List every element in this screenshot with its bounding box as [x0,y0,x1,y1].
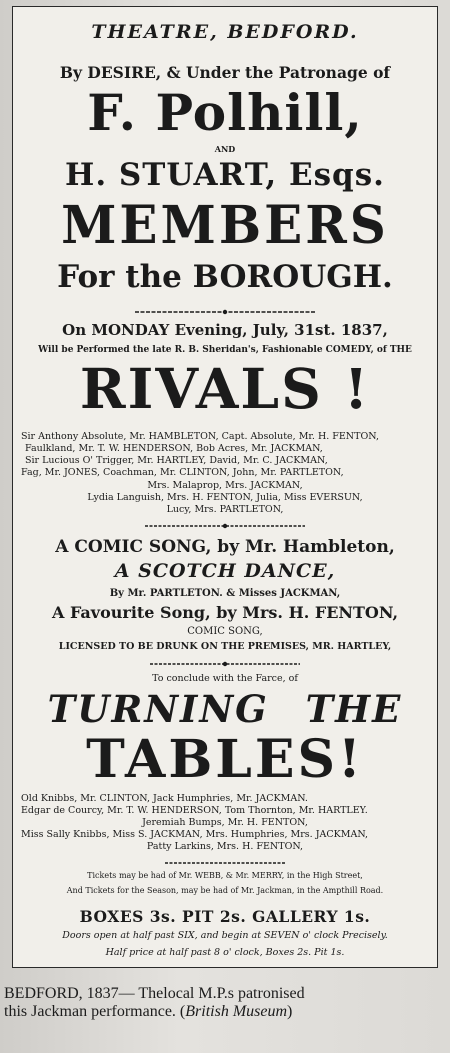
caption-source: British Museum [185,1003,288,1020]
favourite-song-line: A Favourite Song, by Mrs. H. FENTON, [51,603,399,622]
ornamental-divider [150,661,300,667]
dance-by-line: By Mr. PARTLETON. & Misses JACKMAN, [109,588,341,599]
conclude-line: To conclude with the Farce, of [152,673,298,684]
tickets-line-1: Tickets may be had of Mr. WEBB, & Mr. MERRY, in the High Street, [87,871,363,880]
licensed-line: LICENSED TO BE DRUNK ON THE PREMISES, MR. HARTLEY, [58,641,392,652]
caption-close: ) [287,1003,293,1020]
comic-song-small: COMIC SONG, [187,626,263,637]
half-price-line: Half price at half past 8 o' clock, Boxes 2s. Pit 1s. [105,947,345,958]
scotch-dance-line: A SCOTCH DANCE, [114,560,336,582]
cast-line: Jeremiah Bumps, Mr. H. FENTON, [142,817,308,828]
caption-line-2 [4,1003,450,1021]
theatre-heading: THEATRE, BEDFORD. [91,21,359,43]
farce-title-2: TABLES! [86,729,364,790]
caption-text: this Jackman performance. ( [4,1003,186,1020]
ornamental-divider [165,860,285,866]
cast-line: Old Knibbs, Mr. CLINTON, Jack Humphries, Mr. JACKMAN. [21,793,308,804]
cast-line: Sir Anthony Absolute, Mr. HAMBLETON, Capt. Absolute, Mr. H. FENTON, [21,431,379,442]
tickets-line-2: And Tickets for the Season, may be had of Mr. Jackman, in the Ampthill Road. [66,886,384,895]
caption-line-1: BEDFORD, 1837— Thelocal M.P.s patronised [4,985,305,1002]
cast-line: Edgar de Courcy, Mr. T. W. HENDERSON, Tom Thornton, Mr. HARTLEY. [21,805,368,816]
cast-line: Patty Larkins, Mrs. H. FENTON, [146,841,304,852]
cast-line: Faulkland, Mr. T. W. HENDERSON, Bob Acres, Mr. JACKMAN, [25,443,323,454]
cast-line: Mrs. Malaprop, Mrs. JACKMAN, [147,480,303,491]
farce-title-1: TURNING THE [47,687,403,731]
ornamental-divider [145,523,305,529]
playbill-poster [12,6,438,968]
comic-song-line: A COMIC SONG, by Mr. Hambleton, [55,537,395,557]
play-title: RIVALS ! [79,356,371,421]
cast-line: Miss Sally Knibbs, Miss S. JACKMAN, Mrs. Humphries, Mrs. JACKMAN, [21,829,369,840]
performance-date: On MONDAY Evening, July, 31st. 1837, [62,321,388,339]
figure-caption [4,985,450,1021]
cast-line: Lucy, Mrs. PARTLETON, [166,504,284,515]
doors-line: Doors open at half past SIX, and begin at SEVEN o' clock Precisely. [62,930,388,941]
ornamental-divider [135,309,315,315]
cast-line: Sir Lucious O' Trigger, Mr. HARTLEY, David, Mr. C. JACKMAN, [25,455,328,466]
patronage-line: By DESIRE, & Under the Patronage of [59,63,391,82]
cast-line: Fag, Mr. JONES, Coachman, Mr. CLINTON, John, Mr. PARTLETON, [21,467,344,478]
members-heading: MEMBERS [61,193,389,256]
and-line: AND [214,144,236,154]
performed-line: Will be Performed the late R. B. Sheridan's, Fashionable COMEDY, of THE [38,345,412,355]
patron-polhill: F. Polhill, [87,83,363,142]
prices-line: BOXES 3s. PIT 2s. GALLERY 1s. [79,907,371,926]
cast-line: Lydia Languish, Mrs. H. FENTON, Julia, Miss EVERSUN, [87,492,363,503]
borough-heading: For the BOROUGH. [57,259,393,295]
patron-stuart: H. STUART, Esqs. [65,157,385,193]
